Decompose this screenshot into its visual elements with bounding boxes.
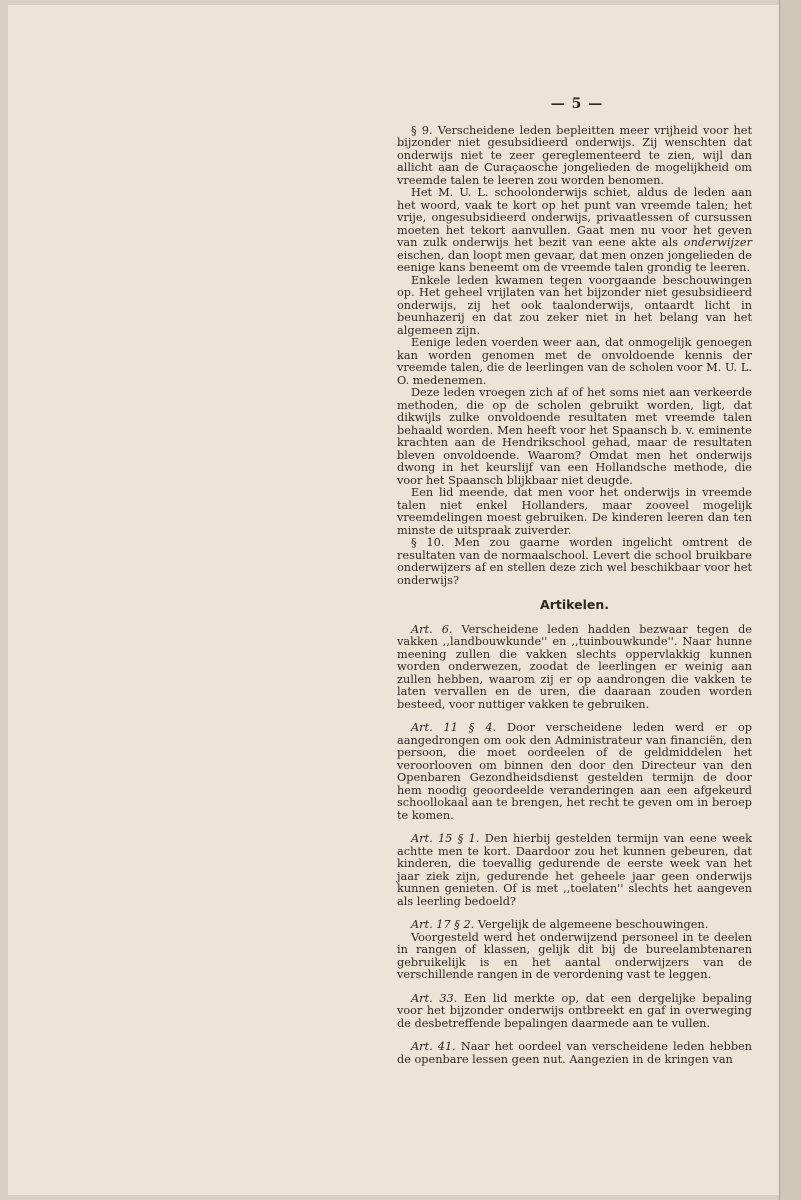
article-paragraph: Art. 11 § 4. Door verscheidene leden werd er op aangedrongen om ook den Administrateur van financiën, den persoon, die moet oordeelen of de geldmiddelen het veroorlooven om binnen den door den Directeur van den Openbaren Gezondheidsdienst gestelden termijn de door hem noodig geoordeelde veranderingen aan een afgekeurd schoollokaal aan te brengen, het recht te geven om in beroep te komen.	[397, 721, 753, 822]
paragraph: Eenige leden voerden weer aan, dat onmogelijk genoegen kan worden genomen met de onvoldoende kennis der vreemde talen, die de leerlingen van de scholen voor M. U. L. O. medenemen.	[397, 336, 752, 387]
article-paragraph: Art. 15 § 1. Den hierbij gestelden termijn van eene week achtte men te kort. Daardoor zou het kunnen gebeuren, dat kinderen, die toevallig gedurende de eerste week van het jaar ziek zijn, gedurende het geheele jaar geen onderwijs kunnen genieten. Of is met ,,toelaten'' slechts het aangeven als leerling bedoeld?	[397, 832, 752, 908]
article-paragraph: Art. 6. Verscheidene leden hadden bezwaar tegen de vakken ,,landbouwkunde'' en ,,tuinbouwkunde''. Naar hunne meening zullen die vakken slechts oppervlakkig kunnen worden onderwezen, zoodat de leerlingen er weinig aan zullen hebben, waarom zij er op aandrongen die vakken te laten vervallen en de uren, die daaraan zouden worden besteed, voor nuttiger vakken te gebruiken.	[397, 622, 752, 711]
paragraph: Het M. U. L. schoolonderwijs schiet, aldus de leden aan het woord, vaak te kort op het punt van vreemde talen; het vrije, ongesubsidieerd onderwijs, privaatlessen of cursussen moeten het tekort aanvullen. Gaat men nu voor het geven van zulk onderwijs het bezit van eene akte als onderwijzer eischen, dan loopt men gevaar, dat men onzen jongelieden de eenige kans beneemt om de vreemde talen grondig te leeren.	[397, 186, 753, 274]
article-paragraph: Art. 41. Naar het oordeel van verscheidene leden hebben de openbare lessen geen nut. Aangezien in de kringen van	[397, 1040, 753, 1066]
paragraph: Een lid meende, dat men voor het onderwijs in vreemde talen niet enkel Hollanders, maar zooveel mogelijk vreemdelingen moest gebruiken. De kinderen leeren dan ten minste de uitspraak zuiverder.	[397, 486, 752, 537]
section-heading: Artikelen.	[540, 597, 609, 612]
paragraph: § 9. Verscheidene leden bepleitten meer vrijheid voor het bijzonder niet gesubsidieerd onderwijs. Zij wenschten dat onderwijs niet te zeer gereglementeerd te zien, wijl dan allicht aan de Curaçaosche jongelieden de mogelijkheid om vreemde talen te leeren zou worden benomen.	[397, 123, 752, 187]
article-paragraph: Art. 33. Een lid merkte op, dat een dergelijke bepaling voor het bijzonder onderwijs ontbreekt en gaf in overweging de desbetreffende bepalingen daarmede aan te vullen.	[397, 991, 753, 1030]
article-paragraph: Art. 17 § 2. Vergelijk de algemeene beschouwingen.	[411, 918, 709, 931]
paragraph: Deze leden vroegen zich af of het soms niet aan verkeerde methoden, die op de scholen gebruikt worden, ligt, dat dikwijls zulke onvoldoende resultaten met vreemde talen behaald worden. Men heeft voor het Spaansch b. v. eminente krachten aan de Hendrikschool gehad, maar de resultaten bleven onvoldoende. Waarom? Omdat men het onderwijs dwong in het keurslijf van een Hollandsche methode, die voor het Spaansch blijkbaar niet deugde.	[397, 386, 752, 487]
page-edge	[779, 0, 801, 1200]
paragraph: Enkele leden kwamen tegen voorgaande beschouwingen op. Het geheel vrijlaten van het bijzonder niet gesubsidieerd onderwijs, zij het ook taalonderwijs, ontaardt licht in beunhazerij en dat zou zeker niet in het belang van het algemeen zijn.	[397, 273, 752, 337]
paragraph: § 10. Men zou gaarne worden ingelicht omtrent de resultaten van de normaalschool. Levert die school bruikbare onderwijzers af en stellen deze zich wel beschikbaar voor het onderwijs?	[397, 536, 753, 587]
page-number: — 5 —	[550, 96, 604, 112]
article-paragraph: Voorgesteld werd het onderwijzend personeel in te deelen in rangen of klassen, gelijk dit bij de bureelambtenaren gebruikelijk is en het aantal onderwijzers van de verschillende rangen in de verordening vast te leggen.	[397, 930, 752, 981]
text-column	[397, 98, 752, 1066]
